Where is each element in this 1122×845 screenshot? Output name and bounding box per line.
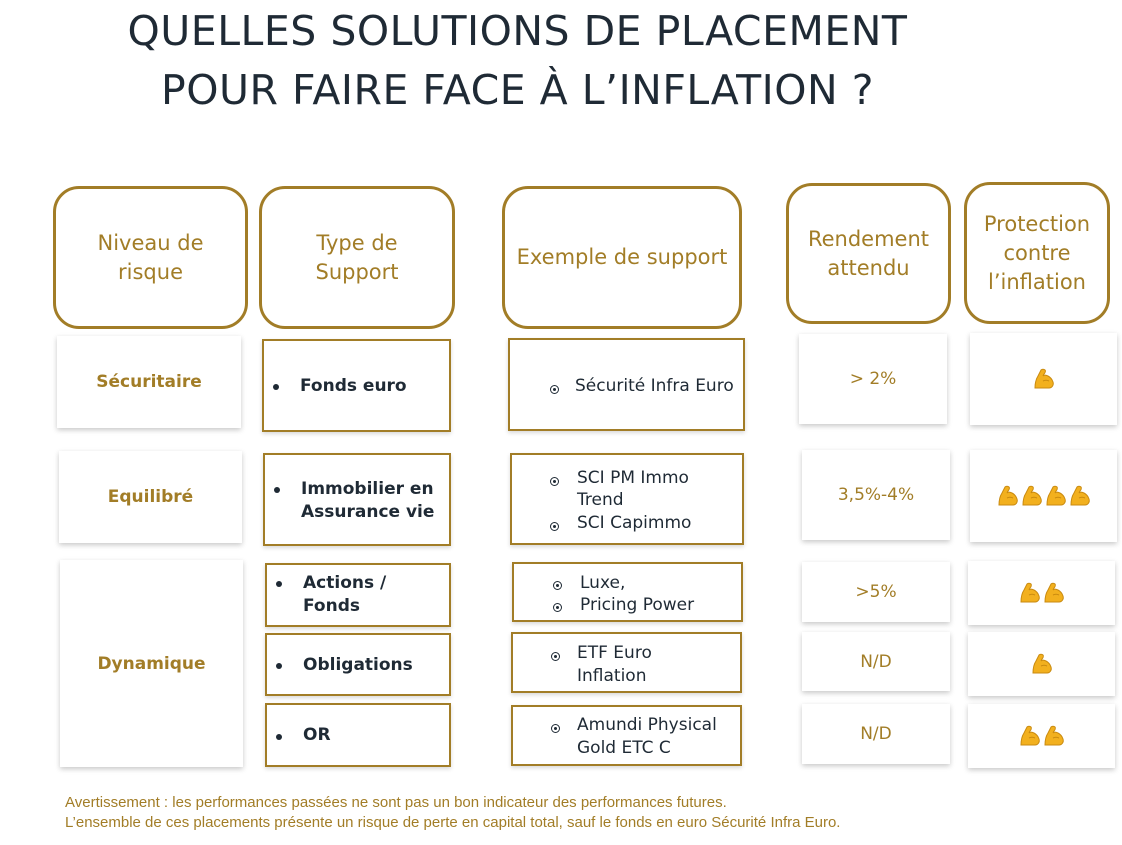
risk-level-dynamique: [60, 560, 243, 767]
flexed-biceps-icon: [1042, 724, 1066, 748]
example-support-row-3: [512, 562, 743, 622]
header-risk-level: [53, 186, 248, 329]
risk-level-equilibre: [59, 451, 242, 543]
expected-return-row-3: [802, 562, 950, 622]
header-return-line-1: Rendement: [807, 226, 930, 251]
risk-level-label: Dynamique: [97, 653, 206, 674]
disclaimer-line-1: Avertissement : les performances passées ne sont pas un bon indicateur des performances futures.: [65, 794, 727, 811]
radio-bullet-icon: [550, 522, 559, 531]
expected-return-value: >5%: [855, 582, 897, 602]
header-example-support: [502, 186, 742, 329]
header-inflation-protection: [964, 182, 1110, 324]
protection-rating: [1018, 724, 1066, 748]
expected-return-value: N/D: [860, 724, 892, 744]
expected-return-value: N/D: [860, 651, 892, 672]
inflation-protection-row-3: [968, 561, 1115, 625]
title-line-2: POUR FAIRE FACE À L’INFLATION ?: [161, 66, 874, 114]
risk-level-securitaire: [57, 336, 241, 428]
example-item: Pricing Power: [580, 595, 695, 615]
example-item: SCI Capimmo: [577, 513, 692, 533]
example-item: Luxe,: [580, 573, 626, 593]
expected-return-row-5: [802, 704, 950, 764]
inflation-protection-row-1: [970, 333, 1117, 425]
example-item: Amundi Physical: [577, 715, 717, 735]
radio-bullet-icon: [553, 581, 562, 590]
flexed-biceps-icon: [1020, 484, 1044, 508]
expected-return-value: > 2%: [849, 369, 897, 389]
example-item-continued: Inflation: [577, 666, 647, 686]
example-item-continued: Trend: [577, 490, 624, 510]
example-support-row-1: [508, 338, 745, 431]
radio-bullet-icon: [551, 652, 560, 661]
bullet-icon: [276, 581, 282, 587]
example-item-continued: Gold ETC C: [577, 738, 671, 758]
title-line-1: QUELLES SOLUTIONS DE PLACEMENT: [127, 7, 908, 55]
flexed-biceps-icon: [1042, 581, 1066, 605]
page-title: [0, 2, 1035, 120]
radio-bullet-icon: [551, 724, 560, 733]
protection-rating: [996, 484, 1092, 508]
radio-bullet-icon: [550, 385, 559, 394]
header-risk-line-1: Niveau de: [97, 230, 204, 255]
support-type-label: Obligations: [303, 655, 413, 675]
header-example-label: Exemple de support: [516, 245, 728, 269]
support-type-fonds-euro: [262, 339, 451, 432]
header-risk-line-2: risque: [118, 259, 183, 284]
expected-return-value: 3,5%-4%: [837, 485, 915, 505]
example-item: ETF Euro: [577, 643, 652, 663]
support-type-actions: [265, 563, 451, 627]
flexed-biceps-icon: [1018, 724, 1042, 748]
example-support-row-5: [511, 705, 742, 766]
header-protection-line-3: l’inflation: [988, 269, 1086, 294]
header-return-line-2: attendu: [827, 255, 910, 280]
example-item: SCI PM Immo: [577, 468, 689, 488]
inflation-protection-row-5: [968, 704, 1115, 768]
support-type-label-line-2: Assurance vie: [301, 502, 435, 522]
protection-rating: [1018, 581, 1066, 605]
support-type-label: Actions /: [303, 573, 387, 593]
bullet-icon: [274, 487, 280, 493]
bullet-icon: [273, 384, 279, 390]
risk-level-label: Sécuritaire: [96, 372, 202, 392]
header-protection-line-2: contre: [1003, 240, 1071, 265]
flexed-biceps-icon: [996, 484, 1020, 508]
example-item: Sécurité Infra Euro: [575, 376, 734, 396]
expected-return-row-1: [799, 334, 947, 424]
protection-rating: [1030, 652, 1054, 676]
protection-rating: [1032, 367, 1056, 391]
bullet-icon: [276, 663, 282, 669]
header-support-type: [259, 186, 455, 329]
support-type-obligations: [265, 633, 451, 696]
radio-bullet-icon: [550, 477, 559, 486]
bullet-icon: [276, 734, 282, 740]
header-type-line-2: Support: [315, 259, 399, 284]
support-type-label-line-2: Fonds: [303, 596, 360, 616]
expected-return-row-2: [802, 450, 950, 540]
support-type-label: Fonds euro: [300, 376, 407, 396]
disclaimer-line-2: L’ensemble de ces placements présente un risque de perte en capital total, sauf le fonds en euro Sécurité Infra Euro.: [65, 814, 841, 831]
header-protection-line-1: Protection: [983, 211, 1091, 236]
radio-bullet-icon: [553, 603, 562, 612]
flexed-biceps-icon: [1044, 484, 1068, 508]
risk-level-label: Equilibré: [107, 487, 194, 507]
expected-return-row-4: [802, 632, 950, 691]
inflation-protection-row-4: [968, 632, 1115, 696]
support-type-or: [265, 703, 451, 767]
inflation-protection-row-2: [970, 450, 1117, 542]
header-expected-return: [786, 183, 951, 324]
disclaimer: [65, 793, 840, 833]
support-type-label: Immobilier en: [301, 479, 434, 499]
flexed-biceps-icon: [1018, 581, 1042, 605]
support-type-label: OR: [303, 725, 331, 745]
flexed-biceps-icon: [1068, 484, 1092, 508]
flexed-biceps-icon: [1032, 367, 1056, 391]
header-type-line-1: Type de: [316, 230, 398, 255]
flexed-biceps-icon: [1030, 652, 1054, 676]
example-support-row-4: [511, 632, 742, 693]
support-type-immobilier: [263, 453, 451, 546]
example-support-row-2: [510, 453, 744, 545]
